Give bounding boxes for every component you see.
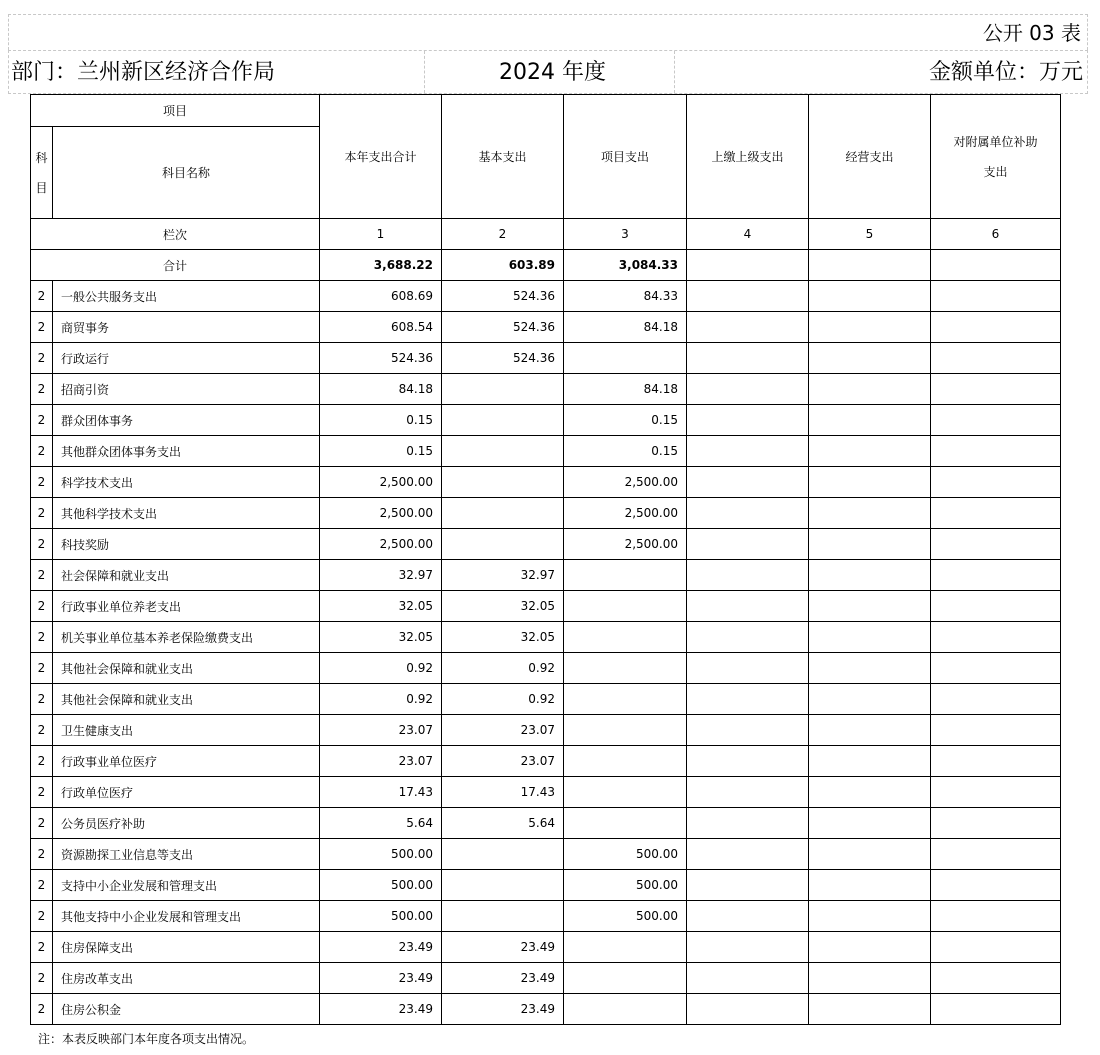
row-basic: 0.92: [442, 653, 564, 684]
row-project: 84.18: [564, 374, 687, 405]
row-operating: [809, 529, 931, 560]
expenditure-table: [30, 94, 1061, 1025]
row-total: 500.00: [320, 870, 442, 901]
row-basic: 5.64: [442, 808, 564, 839]
table-row: [31, 870, 1061, 901]
row-subject-name: 商贸事务: [53, 312, 320, 343]
index-cell: 4: [687, 219, 809, 250]
row-remit: [687, 560, 809, 591]
table-row: [31, 963, 1061, 994]
table-row: [31, 312, 1061, 343]
total-c4: [687, 250, 809, 281]
row-operating: [809, 343, 931, 374]
index-cell: 1: [320, 219, 442, 250]
table-row: [31, 498, 1061, 529]
row-code: 2: [31, 560, 53, 591]
total-label: 合计: [31, 250, 320, 281]
row-remit: [687, 808, 809, 839]
row-project: [564, 684, 687, 715]
index-cell: 5: [809, 219, 931, 250]
row-subsidy: [931, 684, 1061, 715]
row-basic: [442, 374, 564, 405]
row-subsidy: [931, 715, 1061, 746]
row-subject-name: 其他支持中小企业发展和管理支出: [53, 901, 320, 932]
row-remit: [687, 870, 809, 901]
divider: [674, 51, 675, 93]
header-operating-expenditure: 经营支出: [809, 95, 931, 219]
row-subsidy: [931, 994, 1061, 1025]
header-item: 项目: [31, 95, 320, 127]
row-operating: [809, 715, 931, 746]
row-operating: [809, 653, 931, 684]
row-remit: [687, 374, 809, 405]
row-subsidy: [931, 777, 1061, 808]
row-operating: [809, 467, 931, 498]
row-code: 2: [31, 498, 53, 529]
row-project: 2,500.00: [564, 529, 687, 560]
row-basic: 524.36: [442, 281, 564, 312]
total-c1: 3,688.22: [320, 250, 442, 281]
row-operating: [809, 405, 931, 436]
department-label: 部门：兰州新区经济合作局: [11, 60, 276, 85]
header-subsidy-line1: 对附属单位补助: [953, 134, 1038, 149]
table-row: [31, 281, 1061, 312]
row-project: [564, 591, 687, 622]
row-project: 0.15: [564, 436, 687, 467]
row-remit: [687, 777, 809, 808]
row-remit: [687, 591, 809, 622]
row-subsidy: [931, 622, 1061, 653]
row-remit: [687, 994, 809, 1025]
row-subject-name: 招商引资: [53, 374, 320, 405]
row-subsidy: [931, 529, 1061, 560]
row-subsidy: [931, 963, 1061, 994]
row-subsidy: [931, 560, 1061, 591]
total-c6: [931, 250, 1061, 281]
row-basic: [442, 839, 564, 870]
total-c5: [809, 250, 931, 281]
row-subject-name: 科学技术支出: [53, 467, 320, 498]
form-code-row: [8, 14, 1088, 50]
table-row: [31, 994, 1061, 1025]
row-subject-name: 行政运行: [53, 343, 320, 374]
row-project: 500.00: [564, 870, 687, 901]
table-row: [31, 405, 1061, 436]
row-remit: [687, 498, 809, 529]
row-project: [564, 622, 687, 653]
fiscal-year-label: 2024 年度: [499, 60, 606, 85]
row-operating: [809, 808, 931, 839]
row-total: 524.36: [320, 343, 442, 374]
row-basic: 524.36: [442, 312, 564, 343]
table-row: [31, 591, 1061, 622]
table-row: [31, 343, 1061, 374]
row-subsidy: [931, 901, 1061, 932]
row-project: 84.33: [564, 281, 687, 312]
row-subsidy: [931, 436, 1061, 467]
header-basic-expenditure: 基本支出: [442, 95, 564, 219]
row-operating: [809, 932, 931, 963]
row-project: [564, 777, 687, 808]
row-subject-name: 群众团体事务: [53, 405, 320, 436]
row-operating: [809, 436, 931, 467]
row-remit: [687, 405, 809, 436]
row-total: 2,500.00: [320, 498, 442, 529]
row-operating: [809, 560, 931, 591]
row-code: 2: [31, 467, 53, 498]
index-cell: 3: [564, 219, 687, 250]
row-operating: [809, 901, 931, 932]
row-operating: [809, 777, 931, 808]
row-code: 2: [31, 994, 53, 1025]
row-subject-name: 行政单位医疗: [53, 777, 320, 808]
table-note: 注：本表反映部门本年度各项支出情况。: [38, 1032, 255, 1046]
row-project: [564, 653, 687, 684]
amount-unit-label: 金额单位：万元: [928, 60, 1083, 85]
table-row: [31, 622, 1061, 653]
row-basic: 32.05: [442, 622, 564, 653]
total-c2: 603.89: [442, 250, 564, 281]
row-remit: [687, 312, 809, 343]
row-code: 2: [31, 591, 53, 622]
row-basic: [442, 529, 564, 560]
row-subject-name: 行政事业单位养老支出: [53, 591, 320, 622]
row-total: 23.49: [320, 932, 442, 963]
row-basic: [442, 870, 564, 901]
total-c3: 3,084.33: [564, 250, 687, 281]
table-row: [31, 436, 1061, 467]
table-row: [31, 777, 1061, 808]
row-subsidy: [931, 343, 1061, 374]
row-code: 2: [31, 405, 53, 436]
row-subsidy: [931, 870, 1061, 901]
row-operating: [809, 994, 931, 1025]
row-total: 84.18: [320, 374, 442, 405]
row-remit: [687, 436, 809, 467]
row-subject-name: 住房保障支出: [53, 932, 320, 963]
row-subsidy: [931, 405, 1061, 436]
report-info-row: [8, 50, 1088, 94]
header-subsidy-line2: 支出: [983, 164, 1008, 179]
row-subsidy: [931, 839, 1061, 870]
row-remit: [687, 529, 809, 560]
row-total: 23.07: [320, 746, 442, 777]
row-operating: [809, 312, 931, 343]
row-project: 0.15: [564, 405, 687, 436]
row-remit: [687, 281, 809, 312]
table-row: [31, 715, 1061, 746]
row-subject-name: 支持中小企业发展和管理支出: [53, 870, 320, 901]
row-subsidy: [931, 498, 1061, 529]
divider: [424, 51, 425, 93]
table-row: [31, 808, 1061, 839]
row-code: 2: [31, 839, 53, 870]
table-row: [31, 374, 1061, 405]
row-code: 2: [31, 746, 53, 777]
form-code: 公开 03 表: [982, 21, 1081, 45]
row-subsidy: [931, 312, 1061, 343]
header-subject-name: 科目名称: [53, 127, 320, 219]
row-project: [564, 560, 687, 591]
row-code: 2: [31, 374, 53, 405]
row-total: 500.00: [320, 839, 442, 870]
row-operating: [809, 870, 931, 901]
row-remit: [687, 684, 809, 715]
row-total: 0.92: [320, 684, 442, 715]
table-row: [31, 684, 1061, 715]
row-total: 32.97: [320, 560, 442, 591]
row-subject-name: 其他科学技术支出: [53, 498, 320, 529]
row-total: 500.00: [320, 901, 442, 932]
row-project: [564, 994, 687, 1025]
row-total: 5.64: [320, 808, 442, 839]
table-row: [31, 653, 1061, 684]
row-code: 2: [31, 312, 53, 343]
row-code: 2: [31, 281, 53, 312]
row-basic: 524.36: [442, 343, 564, 374]
table-row: [31, 901, 1061, 932]
row-basic: 0.92: [442, 684, 564, 715]
row-subject-name: 社会保障和就业支出: [53, 560, 320, 591]
index-cell: 2: [442, 219, 564, 250]
row-project: 500.00: [564, 839, 687, 870]
row-subject-name: 机关事业单位基本养老保险缴费支出: [53, 622, 320, 653]
row-subsidy: [931, 467, 1061, 498]
row-subject-name: 其他群众团体事务支出: [53, 436, 320, 467]
total-row: [31, 250, 1061, 281]
row-total: 608.69: [320, 281, 442, 312]
row-operating: [809, 591, 931, 622]
row-subject-name: 公务员医疗补助: [53, 808, 320, 839]
row-total: 0.15: [320, 405, 442, 436]
row-remit: [687, 715, 809, 746]
row-basic: [442, 498, 564, 529]
row-basic: 23.49: [442, 963, 564, 994]
table-row: [31, 839, 1061, 870]
row-subject-name: 卫生健康支出: [53, 715, 320, 746]
row-basic: [442, 467, 564, 498]
row-code: 2: [31, 715, 53, 746]
row-remit: [687, 467, 809, 498]
header-subsidy-affiliates: [931, 95, 1061, 219]
row-remit: [687, 622, 809, 653]
row-basic: [442, 436, 564, 467]
row-subject-name: 其他社会保障和就业支出: [53, 653, 320, 684]
index-cell: 6: [931, 219, 1061, 250]
row-total: 17.43: [320, 777, 442, 808]
row-remit: [687, 343, 809, 374]
row-subject-name: 一般公共服务支出: [53, 281, 320, 312]
row-subsidy: [931, 746, 1061, 777]
row-remit: [687, 653, 809, 684]
header-remit-superior: 上缴上级支出: [687, 95, 809, 219]
row-remit: [687, 901, 809, 932]
row-code: 2: [31, 622, 53, 653]
row-code: 2: [31, 529, 53, 560]
table-row: [31, 560, 1061, 591]
row-subject-name: 行政事业单位医疗: [53, 746, 320, 777]
row-code: 2: [31, 684, 53, 715]
row-project: 2,500.00: [564, 498, 687, 529]
row-basic: 23.07: [442, 715, 564, 746]
header-total-expenditure: 本年支出合计: [320, 95, 442, 219]
row-basic: [442, 405, 564, 436]
row-operating: [809, 281, 931, 312]
row-subsidy: [931, 591, 1061, 622]
row-code: 2: [31, 901, 53, 932]
row-subsidy: [931, 808, 1061, 839]
row-total: 23.49: [320, 994, 442, 1025]
row-total: 0.92: [320, 653, 442, 684]
row-project: [564, 343, 687, 374]
row-remit: [687, 932, 809, 963]
row-basic: 23.49: [442, 994, 564, 1025]
row-basic: 32.97: [442, 560, 564, 591]
row-total: 32.05: [320, 591, 442, 622]
row-subsidy: [931, 932, 1061, 963]
row-subject-name: 科技奖励: [53, 529, 320, 560]
row-total: 32.05: [320, 622, 442, 653]
row-remit: [687, 963, 809, 994]
row-project: [564, 715, 687, 746]
row-code: 2: [31, 808, 53, 839]
header-code-char2: 目: [35, 180, 48, 195]
row-operating: [809, 498, 931, 529]
header-project-expenditure: 项目支出: [564, 95, 687, 219]
row-project: [564, 963, 687, 994]
row-total: 608.54: [320, 312, 442, 343]
row-total: 23.49: [320, 963, 442, 994]
row-total: 23.07: [320, 715, 442, 746]
row-operating: [809, 746, 931, 777]
row-code: 2: [31, 932, 53, 963]
row-project: [564, 808, 687, 839]
row-operating: [809, 963, 931, 994]
row-code: 2: [31, 343, 53, 374]
row-operating: [809, 374, 931, 405]
row-subject-name: 资源勘探工业信息等支出: [53, 839, 320, 870]
index-row: [31, 219, 1061, 250]
row-operating: [809, 622, 931, 653]
row-subject-name: 住房改革支出: [53, 963, 320, 994]
row-subject-name: 住房公积金: [53, 994, 320, 1025]
table-row: [31, 746, 1061, 777]
row-project: [564, 746, 687, 777]
index-label: 栏次: [31, 219, 320, 250]
row-code: 2: [31, 777, 53, 808]
row-project: 84.18: [564, 312, 687, 343]
row-basic: 32.05: [442, 591, 564, 622]
row-project: 2,500.00: [564, 467, 687, 498]
row-basic: 23.07: [442, 746, 564, 777]
row-operating: [809, 684, 931, 715]
table-row: [31, 467, 1061, 498]
row-project: [564, 932, 687, 963]
row-code: 2: [31, 653, 53, 684]
row-subsidy: [931, 281, 1061, 312]
row-total: 2,500.00: [320, 529, 442, 560]
row-subject-name: 其他社会保障和就业支出: [53, 684, 320, 715]
row-basic: 23.49: [442, 932, 564, 963]
header-code: [31, 127, 53, 219]
row-subsidy: [931, 374, 1061, 405]
row-basic: 17.43: [442, 777, 564, 808]
row-basic: [442, 901, 564, 932]
header-code-char1: 科: [35, 150, 48, 165]
row-code: 2: [31, 963, 53, 994]
row-code: 2: [31, 436, 53, 467]
row-project: 500.00: [564, 901, 687, 932]
row-remit: [687, 746, 809, 777]
row-remit: [687, 839, 809, 870]
table-row: [31, 932, 1061, 963]
row-total: 2,500.00: [320, 467, 442, 498]
table-row: [31, 529, 1061, 560]
row-code: 2: [31, 870, 53, 901]
row-operating: [809, 839, 931, 870]
row-total: 0.15: [320, 436, 442, 467]
row-subsidy: [931, 653, 1061, 684]
